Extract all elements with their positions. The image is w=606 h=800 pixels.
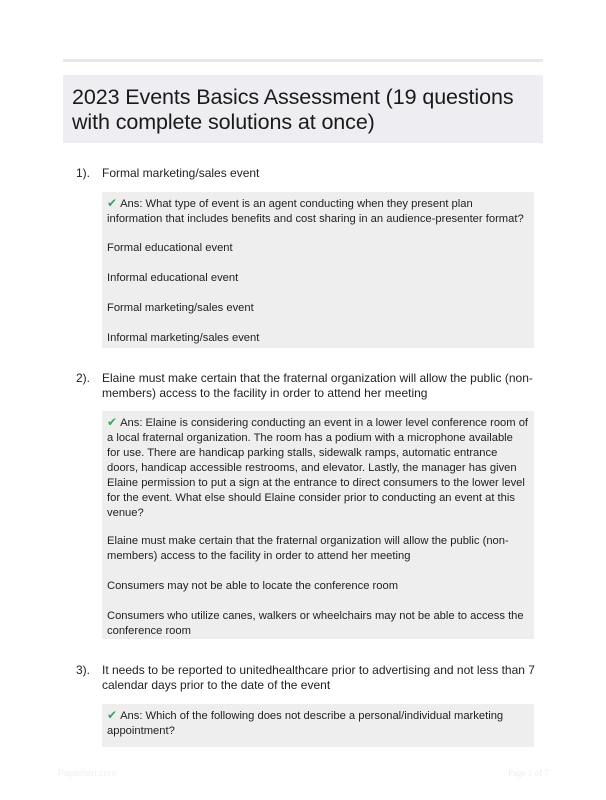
title-box <box>63 75 543 143</box>
footer-page-number: Page 1 of 7 <box>508 768 549 778</box>
answer-box <box>102 704 534 747</box>
answer-box <box>102 411 534 639</box>
check-icon: ✔ <box>107 196 118 210</box>
answer-option: Formal educational event <box>107 242 233 254</box>
question-number: 3). <box>76 663 91 677</box>
answer-prompt: Ans: Elaine is considering conducting an event in a lower level conference room of a local fraternal organization. The room has a podium with a microphone available for use. There are handicap parking stalls, sidewalk ramps, automatic entrance doors, handicap accessible restrooms, and elevator. Lastly, the manager has given Elaine permission to put a sign at the entrance to direct consumers to the lower level for the event. What else should Elaine consider prior to conducting an event at this venue? <box>107 417 529 519</box>
answer-option: Consumers may not be able to locate the conference room <box>107 580 399 592</box>
answer-prompt-block <box>107 708 529 739</box>
check-icon: ✔ <box>107 708 118 722</box>
page-title: 2023 Events Basics Assessment (19 questions with complete solutions at once) <box>72 85 514 134</box>
answer-option: Consumers who utilize canes, walkers or wheelchairs may not be able to access the conference room <box>107 610 524 637</box>
question-answer-text: Elaine must make certain that the fraternal organization will allow the public (non-members) access to the facility in order to attend her meeting <box>102 371 533 400</box>
top-divider <box>63 59 543 62</box>
question-answer-text: It needs to be reported to unitedhealthcare prior to advertising and not less than 7 calendar days prior to the date of the event <box>102 663 535 692</box>
answer-option: Informal educational event <box>107 272 239 284</box>
answer-option: Elaine must make certain that the fraternal organization will allow the public (non-members) access to the facility in order to attend her meeting <box>107 535 509 562</box>
answer-option: Formal marketing/sales event <box>107 302 254 314</box>
footer-site: Paperhitn.com <box>58 768 117 778</box>
answer-box <box>102 192 534 348</box>
answer-prompt: Ans: What type of event is an agent conducting when they present plan information that includes benefits and cost sharing in an audience-presenter format? <box>107 198 524 225</box>
answer-prompt: Ans: Which of the following does not describe a personal/individual marketing appointment? <box>107 710 504 737</box>
answer-prompt-block <box>107 196 529 227</box>
question-number: 1). <box>76 166 91 180</box>
check-icon: ✔ <box>107 415 118 429</box>
question-number: 2). <box>76 371 91 385</box>
question-answer-text: Formal marketing/sales event <box>102 166 260 180</box>
answer-prompt-block <box>107 415 529 521</box>
answer-option: Informal marketing/sales event <box>107 332 260 344</box>
